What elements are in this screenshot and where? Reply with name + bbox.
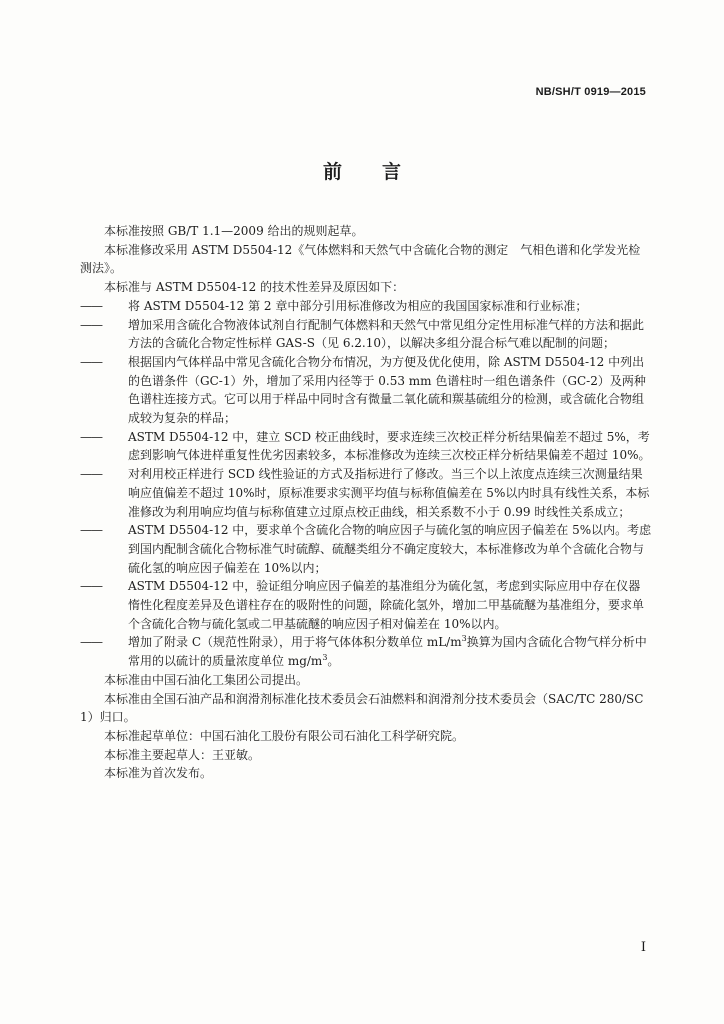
paragraph-drafting-unit: 本标准起草单位：中国石油化工股份有限公司石油化工科学研究院。 <box>104 728 465 743</box>
difference-item <box>80 316 652 353</box>
difference-item-text: ASTM D5504-12 中，建立 SCD 校正曲线时，要求连续三次校正样分析结果偏差不超过 5%，考虑到影响气体进样重复性优劣因素较多，本标准修改为连续三次校正样分析结果偏差不超过 10%。 <box>128 429 651 463</box>
standard-code: NB/SH/T 0919—2015 <box>535 86 646 98</box>
dash-marker: —— <box>80 523 102 538</box>
dash-marker: —— <box>80 579 102 594</box>
paragraph-differences-intro: 本标准与 ASTM D5504-12 的技术性差异及原因如下： <box>104 280 405 295</box>
difference-item-text: ASTM D5504-12 中，验证组分响应因子偏差的基准组分为硫化氢，考虑到实际应用中存在仪器惰性化程度差异及色谱柱存在的吸附性的问题，除硫化氢外，增加二甲基硫醚为基准组分，要求单个含硫化合物与硫化氢或二甲基硫醚的响应因子相对偏差在 10%以内。 <box>128 579 645 631</box>
dash-marker: —— <box>80 429 102 444</box>
difference-item <box>80 465 652 521</box>
dash-marker: —— <box>80 298 102 313</box>
paragraph-first-release: 本标准为首次发布。 <box>104 766 213 781</box>
superscript-3: 3 <box>322 653 328 663</box>
page-number: I <box>640 940 646 955</box>
difference-item <box>80 521 652 577</box>
difference-item-annex <box>80 633 652 670</box>
difference-item <box>80 577 652 633</box>
difference-item <box>80 297 652 316</box>
paragraph-drafting-rules: 本标准按照 GB/T 1.1—2009 给出的规则起草。 <box>104 224 364 238</box>
difference-item-text: ASTM D5504-12 中，要求单个含硫化合物的响应因子与硫化氢的响应因子偏差在 5%以内。考虑到国内配制含硫化合物标准气时硫醇、硫醚类组分不确定度较大，本标准修改为单个含硫化合物与硫化氢的响应因子偏差在 10%以内； <box>128 523 652 575</box>
title-char-1: 前 <box>322 161 342 183</box>
dash-marker: —— <box>80 317 102 332</box>
dash-marker: —— <box>80 354 102 369</box>
difference-item <box>80 353 652 428</box>
difference-item-text: 根据国内气体样品中常见含硫化合物分布情况，为方便及优化使用，除 ASTM D5504-12 中列出的色谱条件（GC-1）外，增加了采用内径等于 0.53 mm 色谱柱时一组色谱条件（GC-2）及两种色谱柱连接方式。它可以用于样品中同时含有微量二氧化硫和羰基硫组分的检测，或含硫化合物组成较为复杂的样品； <box>128 354 646 426</box>
superscript-3: 3 <box>461 634 467 644</box>
page-title <box>0 157 724 184</box>
annex-text-part2: 换算为国内含硫化合物气样分析中常用的以硫计的质量浓度单位 mg/m <box>128 635 647 669</box>
annex-text-part3: 。 <box>327 654 340 669</box>
annex-text-part1: 增加了附录 C（规范性附录），用于将气体体积分数单位 mL/m <box>128 635 462 650</box>
dash-marker: —— <box>80 635 102 650</box>
foreword-body <box>80 222 652 783</box>
title-char-2: 言 <box>382 161 402 183</box>
dash-marker: —— <box>80 467 102 482</box>
difference-item-text: 对利用校正样进行 SCD 线性验证的方式及指标进行了修改。当三个以上浓度点连续三次测量结果响应值偏差不超过 10%时，原标准要求实测平均值与标称值偏差在 5%以内时具有线性关系，本标准修改为利用响应均值与标称值建立过原点校正曲线，相关系数不小于 0.99 时线性关系成立； <box>128 467 650 519</box>
difference-item-text: 增加采用含硫化合物液体试剂自行配制气体燃料和天然气中常见组分定性用标准气样的方法和据此方法的含硫化合物定性标样 GAS-S（见 6.2.10），以解决多组分混合标气难以配制的问题； <box>128 317 645 351</box>
paragraph-proposer: 本标准由中国石油化工集团公司提出。 <box>104 672 309 687</box>
paragraph-adoption: 本标准修改采用 ASTM D5504-12《气体燃料和天然气中含硫化合物的测定 气相色谱和化学发光检测法》。 <box>80 242 641 276</box>
difference-item <box>80 428 652 465</box>
difference-item-text: 将 ASTM D5504-12 第 2 章中部分引用标准修改为相应的我国国家标准和行业标准； <box>128 298 588 313</box>
paragraph-drafters: 本标准主要起草人：王亚敏。 <box>104 747 261 762</box>
paragraph-committee: 本标准由全国石油产品和润滑剂标准化技术委员会石油燃料和润滑剂分技术委员会（SAC/TC 280/SC 1）归口。 <box>80 691 644 725</box>
